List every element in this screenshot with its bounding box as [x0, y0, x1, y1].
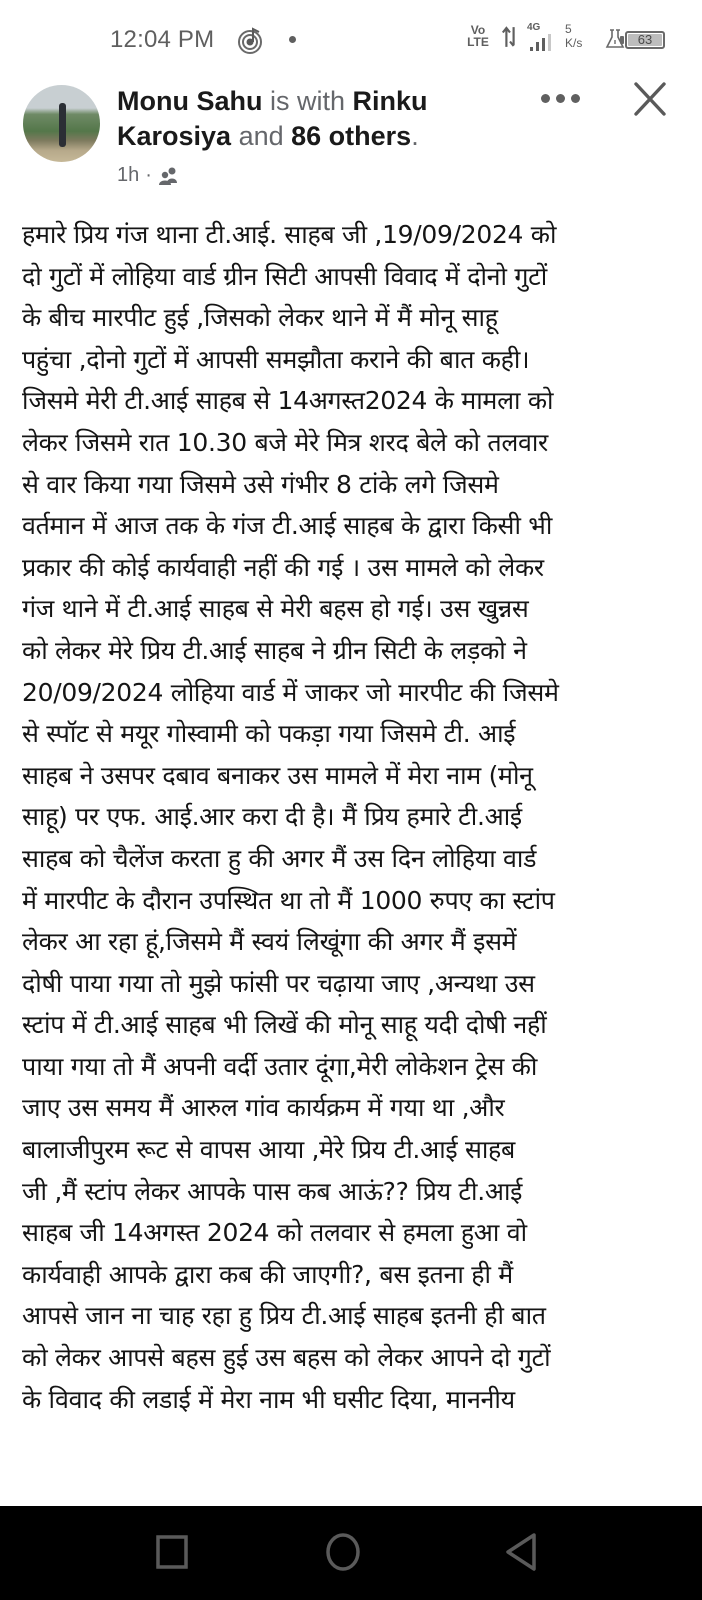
post-body: [22, 214, 687, 1420]
sentence-end: .: [411, 121, 419, 151]
speed-indicator: [565, 22, 582, 50]
post-text-line: साहब जी 14अगस्त 2024 को तलवार से हमला हुआ वो: [22, 1218, 527, 1248]
post-text-line: से वार किया गया जिसमे उसे गंभीर 8 टांके लगे जिसमे: [22, 469, 499, 499]
avatar-photo-subject: [59, 103, 66, 147]
tagged-person[interactable]: Rinku Karosiya: [117, 86, 428, 151]
music-app-icon: [237, 25, 267, 55]
home-button[interactable]: [323, 1532, 363, 1572]
post-text-line: प्रकार की कोई कार्यवाही नहीं की गई । उस मामले को लेकर: [22, 552, 544, 582]
avatar[interactable]: [23, 85, 100, 162]
post-text-line: को लेकर आपसे बहस हुई उस बहस को लेकर आपने दो गुटों: [22, 1343, 551, 1373]
post-text-line: दो गुटों में लोहिया वार्ड ग्रीन सिटी आपसी विवाद में दोनो गुटों: [22, 261, 547, 291]
navigation-bar: [0, 1506, 702, 1600]
post-text-line: साहू) पर एफ. आई.आर करा दी है। मैं प्रिय हमारे टी.आई: [22, 802, 522, 832]
tagged-others[interactable]: 86 others: [291, 121, 412, 151]
data-arrows-icon: [501, 24, 519, 50]
status-bar: [0, 0, 702, 78]
post-text-line: पाया गया तो मैं अपनी वर्दी उतार दूंगा,मेरी लोकेशन ट्रेस की: [22, 1051, 538, 1081]
post-text-line: जाए उस समय मैं आरुल गांव कार्यक्रम में गया था ,और: [22, 1093, 505, 1123]
signal-icon: [528, 34, 556, 52]
friends-icon[interactable]: [158, 167, 180, 185]
more-options-icon[interactable]: [540, 90, 580, 106]
post-text-line: दोषी पाया गया तो मुझे फांसी पर चढ़ाया जाए ,अन्यथा उस: [22, 968, 535, 998]
post-text-line: के बीच मारपीट हुई ,जिसको लेकर थाने में मैं मोनू साहू: [22, 303, 498, 333]
more-dot: [541, 94, 550, 103]
battery-icon: [625, 31, 665, 49]
post-text-line: गंज थाने में टी.आई साहब से मेरी बहस हो गई। उस खुन्नस: [22, 594, 529, 624]
back-button[interactable]: [502, 1532, 542, 1572]
post-text-line: साहब ने उसपर दबाव बनाकर उस मामले में मेरा नाम (मोनू: [22, 760, 533, 790]
post-text-line: 20/09/2024 लोहिया वार्ड में जाकर जो मारपीट की जिसमे: [22, 677, 559, 707]
post-meta: [117, 164, 180, 187]
notification-dot: [289, 36, 296, 43]
author-line: [117, 84, 497, 154]
post-text-line: जी ,मैं स्टांप लेकर आपके पास कब आऊं?? प्रिय टी.आई: [22, 1176, 523, 1206]
post-text-line: लेकर आ रहा हूं,जिसमे मैं स्वयं लिखूंगा की अगर मैं इसमें: [22, 927, 517, 957]
post-text-line: को लेकर मेरे प्रिय टी.आई साहब ने ग्रीन सिटी के लड़को ने: [22, 635, 527, 665]
status-time: 12:04 PM: [110, 26, 215, 53]
and-connector: and: [231, 121, 292, 151]
volte-top-label: Vo: [470, 23, 486, 37]
with-connector: is with: [262, 86, 353, 116]
close-icon[interactable]: [630, 80, 670, 120]
meta-separator: ·: [145, 164, 152, 186]
post-text-line: आपसे जान ना चाह रहा हु प्रिय टी.आई साहब इतनी ही बात: [22, 1301, 546, 1331]
speed-value: 5: [565, 22, 572, 36]
more-dot: [556, 94, 565, 103]
volte-icon: [465, 24, 491, 48]
post-text-line: साहब को चैलेंज करता हु की अगर मैं उस दिन लोहिया वार्ड: [22, 843, 537, 873]
battery-level: 63: [637, 32, 653, 47]
post-text-line: पहुंचा ,दोनो गुटों में आपसी समझौता कराने की बात कही।: [22, 344, 530, 374]
author-name[interactable]: Monu Sahu: [117, 86, 263, 116]
recents-button[interactable]: [152, 1532, 192, 1572]
post-text-line: बालाजीपुरम रूट से वापस आया ,मेरे प्रिय टी.आई साहब: [22, 1135, 515, 1165]
speed-unit: K/s: [565, 36, 583, 50]
battery-nub: [620, 36, 624, 44]
post-text-line: वर्तमान में आज तक के गंज टी.आई साहब के द्वारा किसी भी: [22, 511, 553, 541]
post-text-line: जिसमे मेरी टी.आई साहब से 14अगस्त2024 के मामला को: [22, 386, 554, 416]
post-text-line: कार्यवाही आपके द्वारा कब की जाएगी?, बस इतना ही मैं: [22, 1259, 513, 1289]
post-text-line: में मारपीट के दौरान उपस्थित था तो मैं 1000 रुपए का स्टांप: [22, 885, 555, 915]
post-time[interactable]: 1h: [117, 164, 140, 186]
post-text-line: हमारे प्रिय गंज थाना टी.आई. साहब जी ,19/09/2024 को: [22, 220, 557, 249]
post-header: [0, 78, 702, 208]
volte-bottom-label: LTE: [467, 35, 489, 49]
post-text-line: स्टांप में टी.आई साहब भी लिखें की मोनू साहू यदी दोषी नहीं: [22, 1010, 547, 1040]
post-text-line: लेकर जिसमे रात 10.30 बजे मेरे मित्र शरद बेले को तलवार: [22, 427, 548, 457]
network-type-label: 4G: [527, 22, 541, 33]
post-text-line: से स्पॉट से मयूर गोस्वामी को पकड़ा गया जिसमे टी. आई: [22, 719, 516, 749]
post-text-line: के विवाद की लडाई में मेरा नाम भी घसीट दिया, माननीय: [22, 1384, 515, 1414]
more-dot: [571, 94, 580, 103]
